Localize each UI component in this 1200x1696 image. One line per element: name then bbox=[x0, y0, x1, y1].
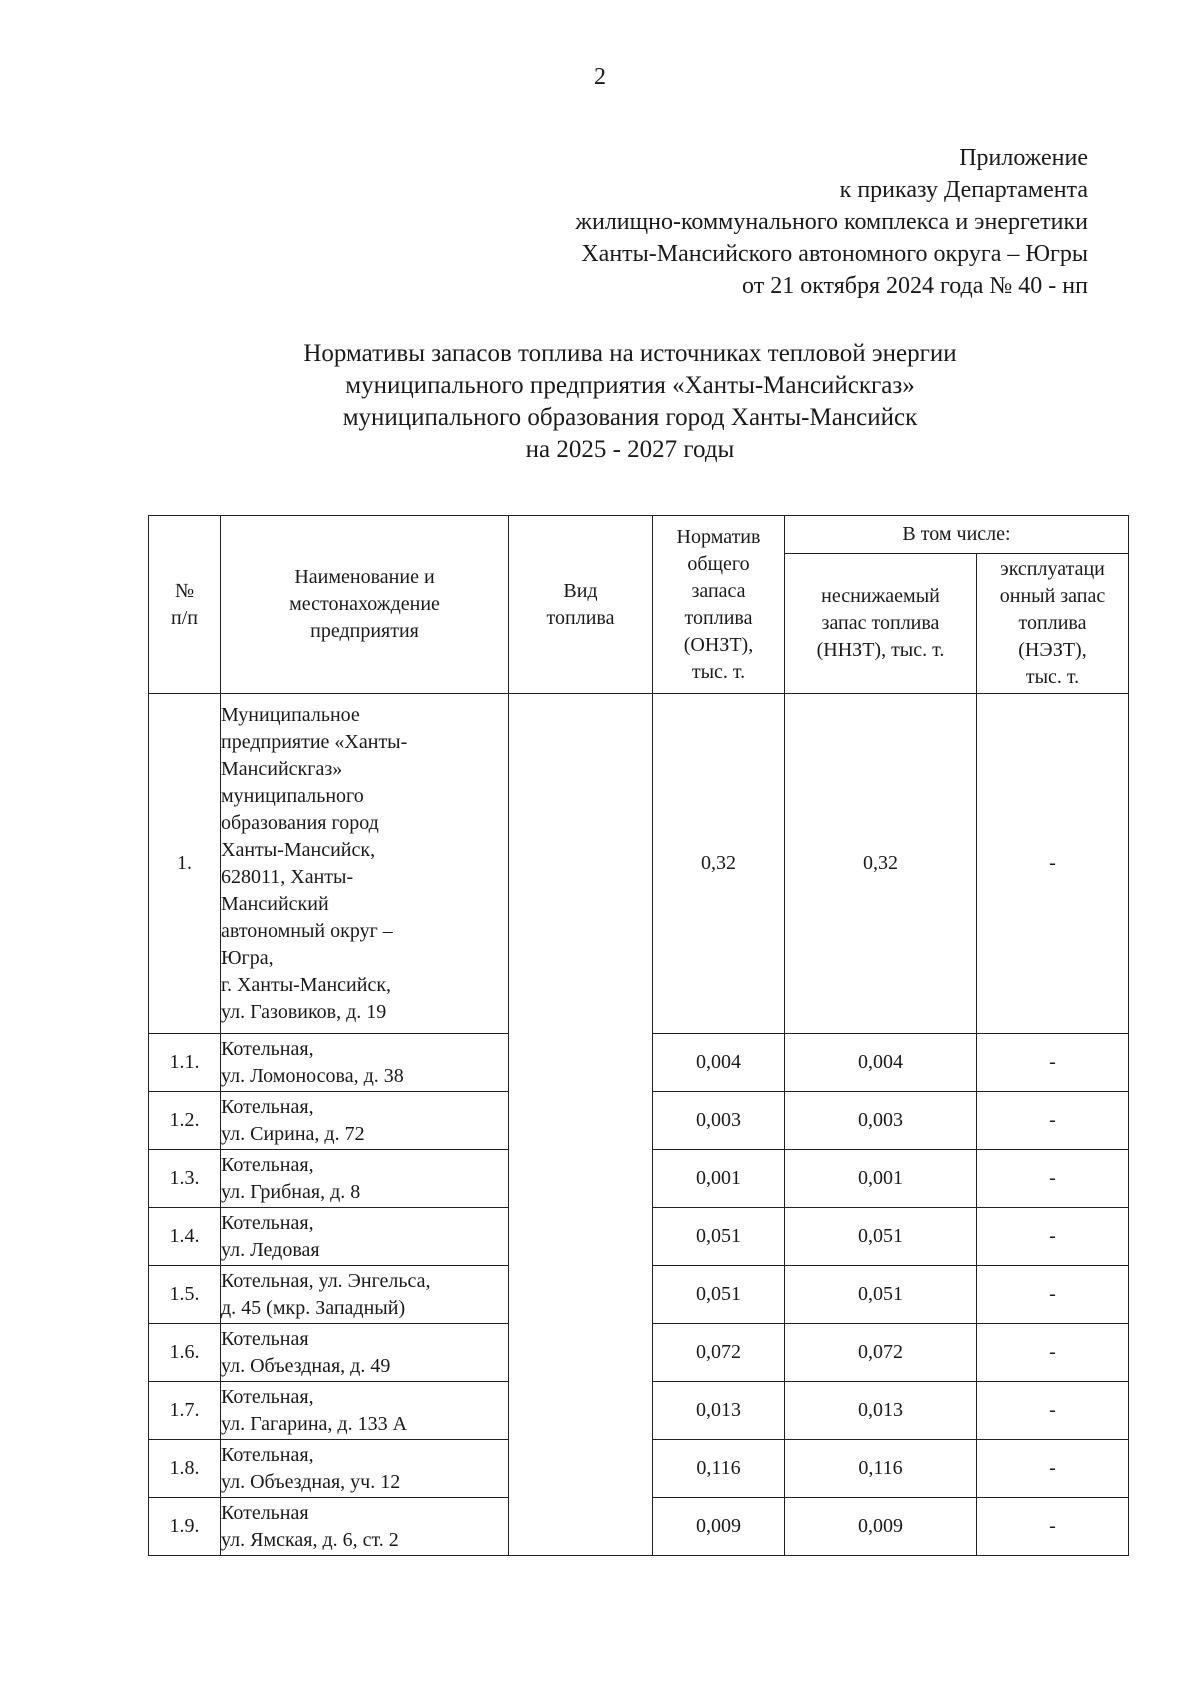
row-name: Котельная, ул. Энгельса, д. 45 (мкр. Западный) bbox=[221, 1266, 509, 1324]
header-num: № п/п bbox=[149, 516, 221, 694]
row-num: 1.7. bbox=[149, 1382, 221, 1440]
row-name: Котельная, ул. Ледовая bbox=[221, 1208, 509, 1266]
row-name: Муниципальное предприятие «Ханты- Мансийскгаз» муниципального образования город Ханты-Мансийск, 628011, Ханты- Мансийский автономный округ – Югра, г. Ханты-Мансийск, ул. Газовиков, д. 19 bbox=[221, 694, 509, 1034]
row-total: 0,072 bbox=[653, 1324, 785, 1382]
appendix-line: жилищно-коммунального комплекса и энергетики bbox=[575, 209, 1088, 235]
header-name: Наименование и местонахождение предприятия bbox=[221, 516, 509, 694]
row-nezt: - bbox=[977, 694, 1129, 1034]
row-name: Котельная, ул. Грибная, д. 8 bbox=[221, 1150, 509, 1208]
row-nezt: - bbox=[977, 1034, 1129, 1092]
row-nezt: - bbox=[977, 1150, 1129, 1208]
row-num: 1.2. bbox=[149, 1092, 221, 1150]
row-nnzt: 0,32 bbox=[785, 694, 977, 1034]
row-nezt: - bbox=[977, 1382, 1129, 1440]
row-num: 1.1. bbox=[149, 1034, 221, 1092]
row-nnzt: 0,072 bbox=[785, 1324, 977, 1382]
appendix-line: Приложение bbox=[959, 145, 1088, 171]
title-line: муниципального образования город Ханты-Мансийск bbox=[342, 404, 918, 431]
row-num: 1.5. bbox=[149, 1266, 221, 1324]
row-total: 0,003 bbox=[653, 1092, 785, 1150]
row-nnzt: 0,009 bbox=[785, 1498, 977, 1556]
row-nnzt: 0,051 bbox=[785, 1266, 977, 1324]
row-total: 0,001 bbox=[653, 1150, 785, 1208]
title-line: муниципального предприятия «Ханты-Мансийскгаз» bbox=[345, 372, 915, 399]
row-nnzt: 0,001 bbox=[785, 1150, 977, 1208]
page-number: 2 bbox=[594, 64, 606, 90]
row-nezt: - bbox=[977, 1266, 1129, 1324]
row-name: Котельная ул. Объездная, д. 49 bbox=[221, 1324, 509, 1382]
title-line: Нормативы запасов топлива на источниках тепловой энергии bbox=[303, 340, 957, 367]
appendix-line: от 21 октября 2024 года № 40 - нп bbox=[742, 273, 1088, 299]
title-line: на 2025 - 2027 годы bbox=[525, 436, 735, 463]
row-name: Котельная, ул. Сирина, д. 72 bbox=[221, 1092, 509, 1150]
row-nnzt: 0,013 bbox=[785, 1382, 977, 1440]
row-total: 0,009 bbox=[653, 1498, 785, 1556]
document-title bbox=[150, 338, 1110, 466]
header-including: В том числе: bbox=[785, 516, 1129, 554]
row-nnzt: 0,116 bbox=[785, 1440, 977, 1498]
row-num: 1.9. bbox=[149, 1498, 221, 1556]
row-total: 0,116 bbox=[653, 1440, 785, 1498]
row-nnzt: 0,003 bbox=[785, 1092, 977, 1150]
appendix-block bbox=[575, 142, 1088, 302]
fuel-norms-table bbox=[148, 515, 1129, 1556]
row-num: 1. bbox=[149, 694, 221, 1034]
header-nnzt: неснижаемый запас топлива (ННЗТ), тыс. т. bbox=[785, 554, 977, 694]
header-fuel-type: Вид топлива bbox=[509, 516, 653, 694]
fuel-type-cell bbox=[509, 694, 653, 1556]
row-total: 0,051 bbox=[653, 1266, 785, 1324]
row-name: Котельная, ул. Ломоносова, д. 38 bbox=[221, 1034, 509, 1092]
row-nnzt: 0,004 bbox=[785, 1034, 977, 1092]
row-nezt: - bbox=[977, 1440, 1129, 1498]
appendix-line: к приказу Департамента bbox=[839, 177, 1088, 203]
row-nezt: - bbox=[977, 1324, 1129, 1382]
header-nezt: эксплуатаци онный запас топлива (НЭЗТ), тыс. т. bbox=[977, 554, 1129, 694]
row-name: Котельная, ул. Объездная, уч. 12 bbox=[221, 1440, 509, 1498]
row-total: 0,013 bbox=[653, 1382, 785, 1440]
row-total: 0,051 bbox=[653, 1208, 785, 1266]
row-num: 1.4. bbox=[149, 1208, 221, 1266]
row-total: 0,32 bbox=[653, 694, 785, 1034]
row-nnzt: 0,051 bbox=[785, 1208, 977, 1266]
table-row bbox=[149, 694, 1129, 1034]
row-name: Котельная ул. Ямская, д. 6, ст. 2 bbox=[221, 1498, 509, 1556]
row-total: 0,004 bbox=[653, 1034, 785, 1092]
row-num: 1.8. bbox=[149, 1440, 221, 1498]
row-num: 1.3. bbox=[149, 1150, 221, 1208]
row-name: Котельная, ул. Гагарина, д. 133 А bbox=[221, 1382, 509, 1440]
appendix-line: Ханты-Мансийского автономного округа – Югры bbox=[581, 241, 1088, 267]
row-num: 1.6. bbox=[149, 1324, 221, 1382]
row-nezt: - bbox=[977, 1498, 1129, 1556]
header-total-norm: Норматив общего запаса топлива (ОНЗТ), тыс. т. bbox=[653, 516, 785, 694]
row-nezt: - bbox=[977, 1208, 1129, 1266]
row-nezt: - bbox=[977, 1092, 1129, 1150]
